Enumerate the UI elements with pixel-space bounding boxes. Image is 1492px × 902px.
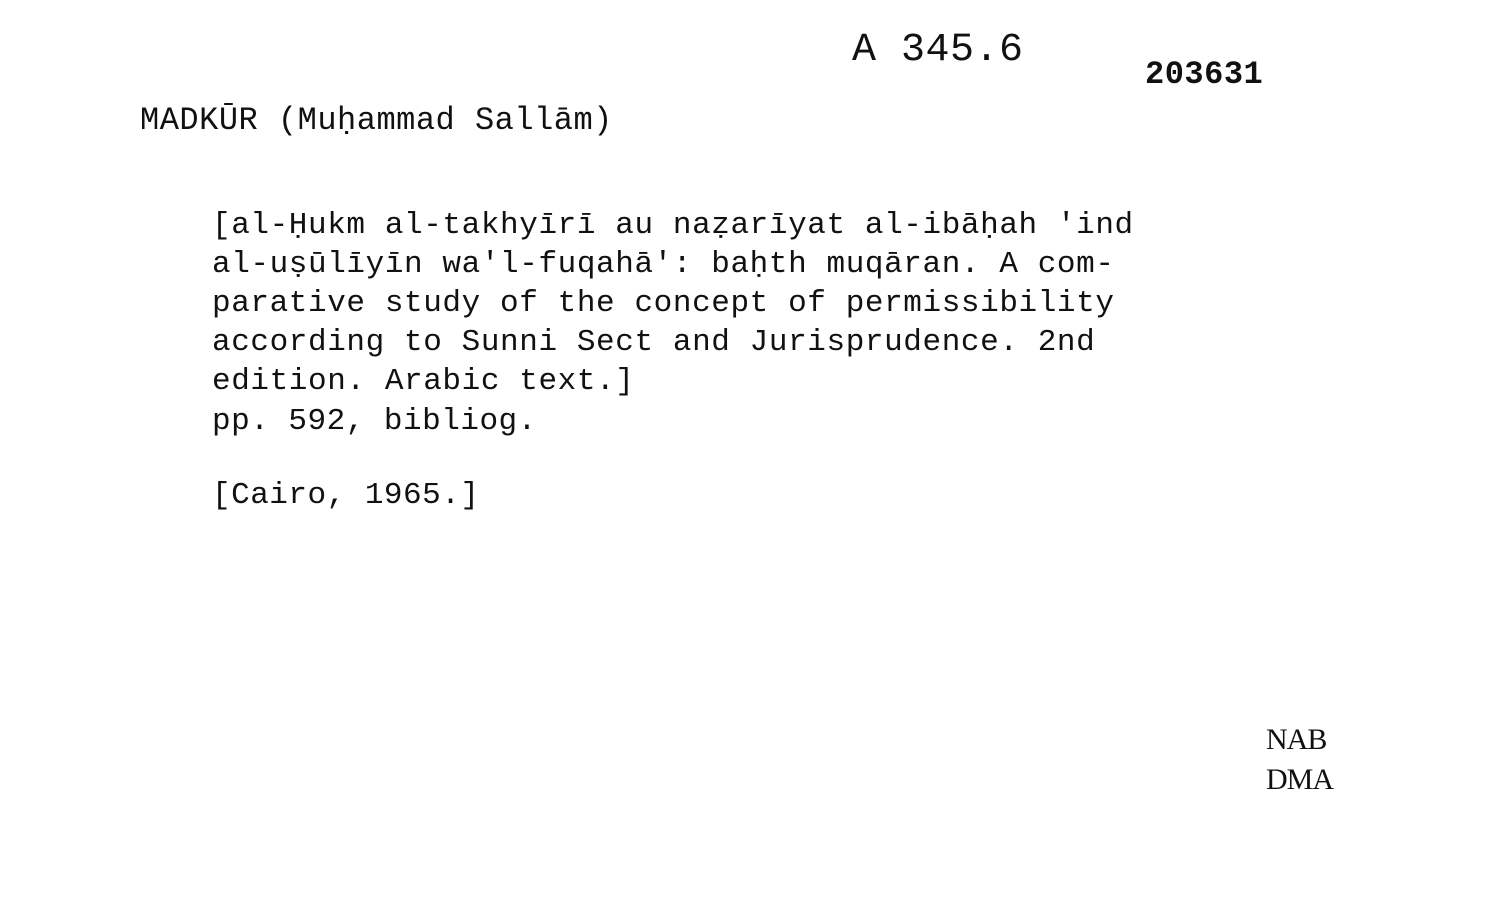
author-heading: MADKŪR (Muḥammad Sallām)	[140, 102, 613, 139]
title-description	[212, 206, 1292, 401]
title-line: edition. Arabic text.]	[212, 364, 635, 399]
imprint: [Cairo, 1965.]	[212, 478, 480, 513]
title-line: [al-Ḥukm al-takhyīrī au naẓarīyat al-ibāḥah 'ind	[212, 208, 1134, 243]
accession-number: 203631	[1145, 56, 1264, 93]
location-code: DMA	[1266, 763, 1334, 796]
location-code: NAB	[1266, 723, 1327, 756]
title-line: parative study of the concept of permissibility	[212, 286, 1115, 321]
title-line: al-uṣūlīyīn wa'l-fuqahā': baḥth muqāran. A com-	[212, 247, 1115, 282]
call-number: A 345.6	[852, 28, 1024, 73]
title-line: according to Sunni Sect and Jurisprudence. 2nd	[212, 325, 1096, 360]
collation: pp. 592, bibliog.	[212, 404, 537, 439]
location-codes	[1266, 720, 1333, 800]
